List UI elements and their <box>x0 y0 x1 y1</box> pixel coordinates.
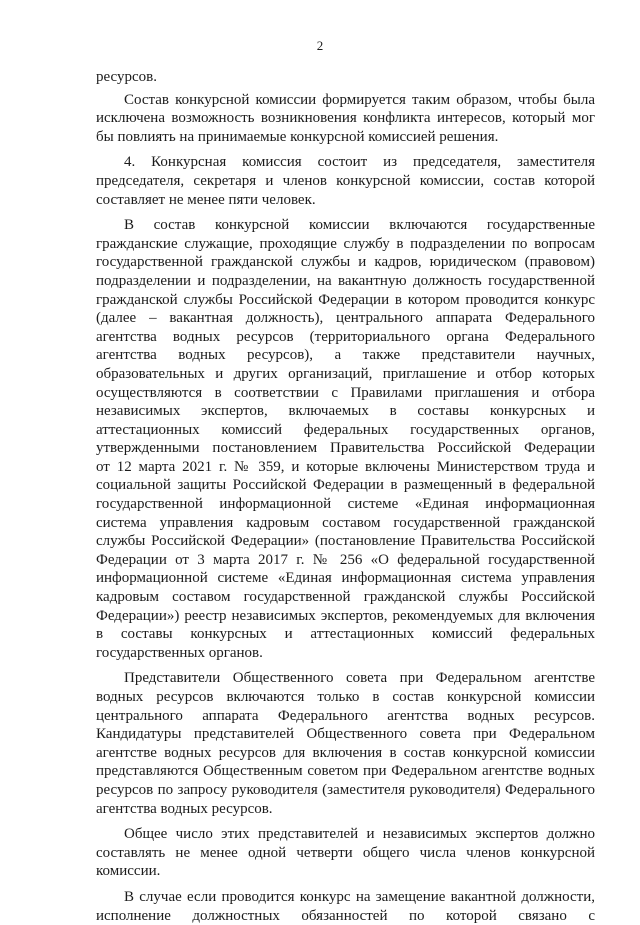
paragraph <box>96 91 595 147</box>
text-line: составлять не менее одной четверти общего числа членов конкурсной <box>96 844 595 861</box>
text-line: Федерации») реестр независимых экспертов, рекомендуемых для включения <box>96 607 595 624</box>
text-line: ресурсов. <box>96 69 157 85</box>
text-line: в составы конкурсных и аттестационных комиссий федеральных <box>96 626 595 643</box>
text-line: Представители Общественного совета при Федеральном агентстве <box>124 670 595 687</box>
text-line: центрального аппарата Федерального агентства водных ресурсов. <box>96 707 595 724</box>
text-line: независимых экспертов, включаемых в составы конкурсных и <box>96 403 595 420</box>
text-line: подразделении и подразделении, на вакантную должность государственной <box>96 272 595 289</box>
text-line: бы повлиять на принимаемые конкурсной комиссией решения. <box>96 128 499 145</box>
page-number: 2 <box>316 38 324 53</box>
text-line: исполнение должностных обязанностей по которой связано с <box>96 907 595 924</box>
text-line: от 12 марта 2021 г. № 359, и которые включены Министерством труда и <box>96 458 595 475</box>
document-body <box>96 68 595 925</box>
text-line: гражданские служащие, проходящие службу в подразделении по вопросам <box>96 235 595 252</box>
text-line: агентства водных ресурсов. <box>96 800 273 817</box>
text-line: образовательных и других организаций, приглашение и отбор которых <box>96 365 595 382</box>
text-line: осуществляются в соответствии с Правилами приглашения и отбора <box>96 384 595 401</box>
text-line: система управления кадровым составом государственной гражданской <box>96 514 595 531</box>
text-line: комиссии. <box>96 863 161 880</box>
text-line: Кандидатуры представителей Общественного совета при Федеральном <box>96 726 595 743</box>
text-line: (далее – вакантная должность), центрального аппарата Федерального <box>96 310 595 327</box>
text-line: Федерации от 3 марта 2017 г. № 256 «О федеральной государственной <box>96 551 595 568</box>
text-line: социальной защиты Российской Федерации в размещенный в федеральной <box>96 477 595 494</box>
text-line: представляются Общественным советом при Федеральном агентстве водных <box>96 763 595 780</box>
text-line: Состав конкурсной комиссии формируется таким образом, чтобы была <box>124 91 595 108</box>
text-line: агентства водных ресурсов), а также представители научных, <box>96 347 595 364</box>
text-line: государственных органов. <box>96 644 263 661</box>
text-line: агентстве водных ресурсов для включения в состав конкурсной комиссии <box>96 744 595 761</box>
text-line: утвержденными постановлением Правительства Российской Федерации <box>96 440 595 457</box>
paragraph <box>96 216 595 662</box>
text-line: агентства водных ресурсов (территориального органа Федерального <box>96 328 595 345</box>
paragraph <box>96 669 595 818</box>
text-line: государственной информационной системе «Единая информационная <box>96 496 595 513</box>
text-line: Общее число этих представителей и независимых экспертов должно <box>124 826 595 843</box>
text-line: составляет не менее пяти человек. <box>96 191 316 208</box>
text-line: 4. Конкурсная комиссия состоит из председателя, заместителя <box>124 154 595 171</box>
paragraph <box>96 825 595 881</box>
paragraph <box>96 68 595 87</box>
text-line: службы Российской Федерации» (постановление Правительства Российской <box>96 533 595 550</box>
text-line: кадровым составом государственной гражданской службы Российской <box>96 589 595 606</box>
paragraph <box>96 888 595 925</box>
text-line: исключена возможность возникновения конфликта интересов, который мог <box>96 110 595 127</box>
text-line: В случае если проводится конкурс на замещение вакантной должности, <box>124 888 595 905</box>
text-line: В состав конкурсной комиссии включаются государственные <box>124 217 595 234</box>
text-line: председателя, секретаря и членов конкурсной комиссии, состав которой <box>96 172 595 189</box>
text-line: информационной системе «Единая информационная система управления <box>96 570 595 587</box>
text-line: аттестационных комиссий федеральных государственных органов, <box>96 421 595 438</box>
text-line: ресурсов по запросу руководителя (заместителя руководителя) Федерального <box>96 781 595 798</box>
text-line: государственной гражданской службы и кадров, юридическом (правовом) <box>96 254 595 271</box>
text-line: гражданской службы Российской Федерации в котором проводится конкурс <box>96 291 595 308</box>
text-line: водных ресурсов включаются только в состав конкурсной комиссии <box>96 689 595 705</box>
paragraph <box>96 153 595 209</box>
